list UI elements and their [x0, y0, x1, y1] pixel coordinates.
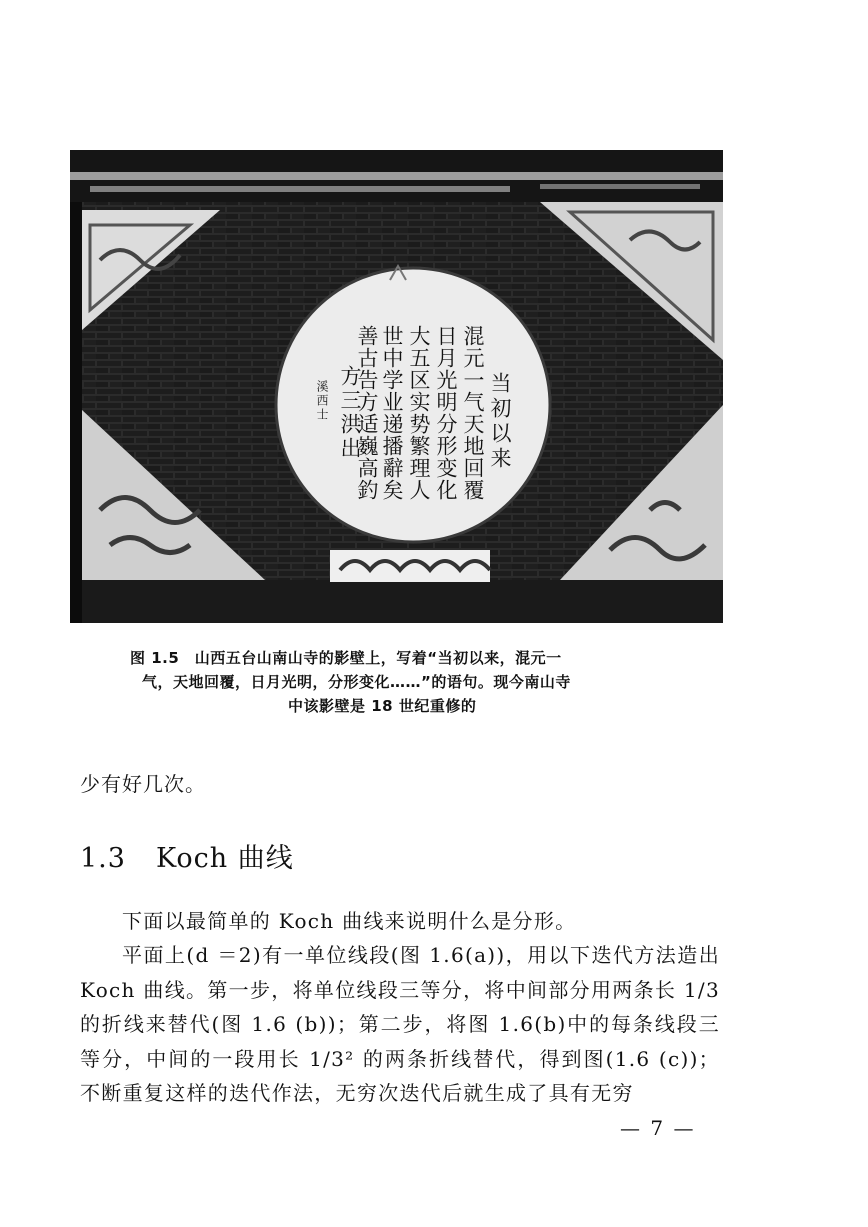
paragraph: 平面上(d ＝2)有一单位线段(图 1.6(a))，用以下迭代方法造出 Koch 曲线。第一步，将单位线段三等分，将中间部分用两条长 1/3 的折线来替代(图 1.6 (b))；第二步，将图 1.6(b)中的每条线段三等分，中间的一段用长 1/3² 的两条折线替代，得到图(1.6 (c))；不断重复这样的迭代作法，无穷次迭代后就生成了具有无穷	[80, 943, 720, 1105]
section-number: 1.3	[80, 843, 126, 874]
inscription-column: 日月光明分形变化	[434, 325, 458, 501]
section-title: Koch 曲线	[155, 843, 294, 874]
caption-line: 气，天地回覆，日月光明，分形变化……”的语句。现今南山寺	[142, 673, 571, 691]
inscription-side: 溪西士	[315, 380, 329, 422]
screen-wall-photo	[70, 150, 723, 623]
figure-caption	[80, 646, 800, 718]
inscription-column: 善古告方适巍高釣	[355, 325, 379, 501]
caption-line: 中该影壁是 18 世纪重修的	[288, 697, 477, 715]
paragraph: 下面以最简单的 Koch 曲线来说明什么是分形。	[122, 909, 577, 933]
section-heading	[80, 836, 294, 875]
inscription-column: 世中学业递播辭矣	[380, 325, 404, 501]
inscription-column: 方三洪出	[338, 365, 362, 461]
caption-line: 图 1.5 山西五台山南山寺的影壁上，写着“当初以来，混元一	[130, 649, 562, 667]
continuation-text: 少有好几次。	[80, 772, 206, 796]
inscription-column: 当初以来	[488, 372, 512, 472]
inscription-column: 混元一气天地回覆	[461, 325, 485, 501]
inscription-column: 大五区实势繁理人	[407, 325, 431, 501]
page-number: — 7 —	[620, 1116, 696, 1140]
